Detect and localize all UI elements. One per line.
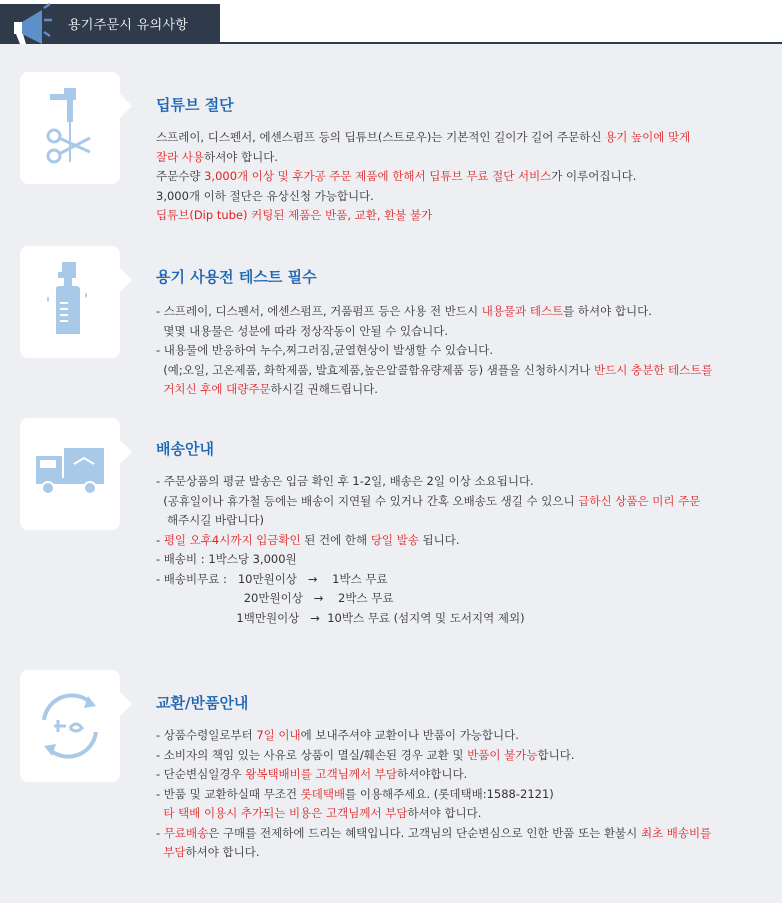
text-line: - 상품수령일로부터 7일 이내에 보내주셔야 교환이나 반품이 가능합니다. xyxy=(156,728,519,742)
icon-box xyxy=(20,72,120,184)
section-body xyxy=(156,472,768,628)
section-body xyxy=(156,128,768,226)
section-body xyxy=(156,302,768,400)
notice-panel xyxy=(0,44,782,903)
icon-box xyxy=(20,670,120,782)
icon-box xyxy=(20,418,120,530)
text-line: - 스프레이, 디스펜서, 에센스펌프, 거품펌프 등은 사용 전 반드시 내용물과 테스트를 하셔야 합니다. xyxy=(156,304,652,318)
megaphone-icon xyxy=(8,0,58,46)
text-line: - 주문상품의 평균 발송은 입금 확인 후 1-2일, 배송은 2일 이상 소요됩니다. xyxy=(156,474,534,488)
text-line: 해주시길 바랍니다) xyxy=(156,513,264,527)
section-body xyxy=(156,726,768,863)
text-line: 몇몇 내용물은 성분에 따라 정상작동이 안될 수 있습니다. xyxy=(156,323,449,338)
text-line: - 반품 및 교환하실때 무조건 롯데택배를 이용해주세요. (롯데택배:1588-2121) xyxy=(156,786,554,801)
text-line: 3,000개 이하 절단은 유상신청 가능합니다. xyxy=(156,188,374,203)
exchange-refund-icon xyxy=(20,670,120,782)
text-line: - 내용물에 반응하여 누수,찌그러짐,균열현상이 발생할 수 있습니다. xyxy=(156,343,493,357)
text-line: - 무료배송은 구매를 전제하에 드리는 혜택입니다. 고객님의 단순변심으로 인한 반품 또는 환불시 최초 배송비를 xyxy=(156,825,712,840)
text-line: 잘라 사용하셔야 합니다. xyxy=(156,149,279,164)
spray-bottle-icon xyxy=(20,246,120,358)
text-line: - 단순변심일경우 왕복택배비를 고객님께서 부담하셔야합니다. xyxy=(156,767,468,781)
section-title: 배송안내 xyxy=(156,440,214,458)
text-line: 거치신 후에 대량주문하시길 권해드립니다. xyxy=(163,382,378,396)
icon-box xyxy=(20,246,120,358)
text-line: 주문수량 3,000개 이상 및 후가공 주문 제품에 한해서 딥튜브 무료 절단 서비스가 이루어집니다. xyxy=(156,169,637,183)
header-title: 용기주문시 유의사항 xyxy=(68,18,189,33)
text-line: (공휴일이나 휴가철 등에는 배송이 지연될 수 있거나 간혹 오배송도 생길 수 있으니 급하신 상품은 미리 주문 xyxy=(156,493,701,508)
page-header xyxy=(0,0,782,48)
text-line: 딥튜브(Dip tube) 커팅된 제품은 반품, 교환, 환불 불가 xyxy=(156,208,433,222)
section-title: 딥튜브 절단 xyxy=(156,96,234,114)
text-line: 20만원이상 → 2박스 무료 xyxy=(156,591,394,605)
text-line: (예;오일, 고온제품, 화학제품, 발효제품,높은알콜함유량제품 등) 샘플을 신청하시거나 반드시 충분한 테스트를 xyxy=(156,362,713,377)
text-line: - 소비자의 책임 있는 사유로 상품이 멸실/훼손된 경우 교환 및 반품이 불가능합니다. xyxy=(156,747,575,762)
text-line: 스프레이, 디스펜서, 에센스펌프 등의 딥튜브(스트로우)는 기본적인 길이가 길어 주문하신 용기 높이에 맞게 xyxy=(156,130,691,144)
text-line: - 배송비무료 : 10만원이상 → 1박스 무료 xyxy=(156,571,388,586)
scissors-cut-tube-icon xyxy=(20,72,120,184)
text-line: - 평일 오후4시까지 입금확인 된 건에 한해 당일 발송 됩니다. xyxy=(156,532,460,547)
delivery-truck-icon xyxy=(20,418,120,530)
text-line: - 배송비 : 1박스당 3,000원 xyxy=(156,552,297,566)
text-line: 부담하셔야 합니다. xyxy=(163,845,260,859)
text-line: 타 택배 이용시 추가되는 비용은 고객님께서 부담하셔야 합니다. xyxy=(163,806,482,820)
section-title: 용기 사용전 테스트 필수 xyxy=(156,268,317,286)
section-title: 교환/반품안내 xyxy=(156,694,249,712)
text-line: 1백만원이상 → 10박스 무료 (섬지역 및 도서지역 제외) xyxy=(156,610,525,625)
